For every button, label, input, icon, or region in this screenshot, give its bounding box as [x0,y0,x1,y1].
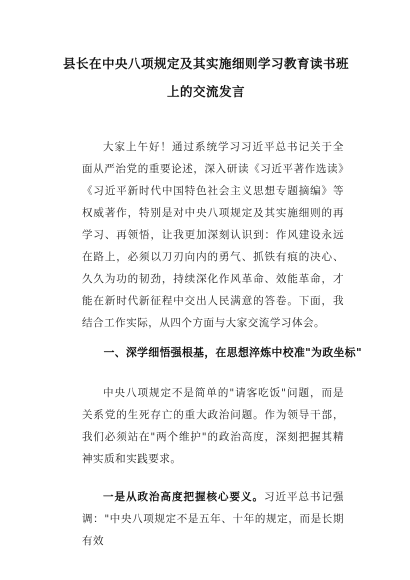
intro-paragraph: 大家上午好！通过系统学习习近平总书记关于全面从严治党的重要论述，深入研读《习近平著作选读》《习近平新时代中国特色社会主义思想专题摘编》等权威著作，特别是对中央八项规定及其实施细则的再学习、再领悟，让我更加深刻认识到：作风建设永远在路上，必须以刀刃向内的勇气、抓铁有痕的决心、久久为功的韧劲，持续深化作风革命、效能革命，才能在新时代新征程中交出人民满意的答卷。下面，我结合工作实际，从四个方面与大家交流学习体会。 [82,141,344,329]
point-text: 习近平总书记强调："中央八项规定不是五年、十年的规定，而是长期有效 [82,491,344,547]
point-lead: 一是从政治高度把握核心要义。 [103,491,264,503]
point-paragraph [82,486,344,552]
section-paragraph: 中央八项规定不是简单的"请客吃饭"问题，而是关系党的生死存亡的重大政治问题。作为领导干部，我们必须站在"两个维护"的政治高度，深刻把握其精神实质和实践要求。 [82,387,344,465]
section-heading: 一、深学细悟强根基，在思想淬炼中校准"为政坐标" [103,346,362,359]
document-title: 县长在中央八项规定及其实施细则学习教育读书班上的交流发言 [62,56,349,99]
